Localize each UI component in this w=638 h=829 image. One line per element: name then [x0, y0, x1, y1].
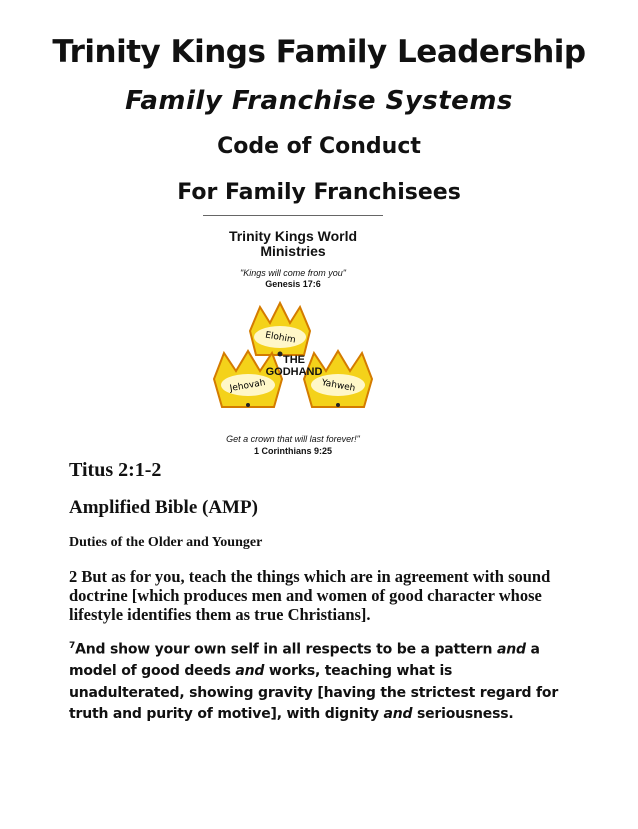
page-title: Trinity Kings Family Leadership	[52, 34, 586, 70]
subtitle: Family Franchise Systems	[125, 86, 513, 116]
subheading: For Family Franchisees	[177, 180, 461, 205]
godhand-line2: GODHAND	[265, 366, 323, 378]
flyer-quote: "Kings will come from you"	[240, 268, 346, 278]
verse-7-and2: and	[235, 663, 265, 680]
godhand-line1: THE	[283, 354, 305, 366]
flyer-quote-ref: Genesis 17:6	[265, 279, 321, 289]
ministry-flyer	[203, 215, 383, 465]
flyer-divider	[203, 215, 383, 216]
crown-left-icon	[214, 351, 282, 407]
flyer-org-line2: Ministries	[260, 243, 326, 259]
verse-7-part1: And show your own self in all respects to be a pattern	[75, 641, 497, 658]
crown-right-label: Yahweh	[320, 378, 357, 394]
crown-right-icon	[304, 351, 372, 407]
verse-7	[69, 636, 569, 726]
crown-left-label: Jehovah	[229, 377, 267, 395]
heading: Code of Conduct	[217, 134, 421, 159]
crown-top-label: Elohim	[264, 330, 297, 346]
flyer-crown-ref: 1 Corinthians 9:25	[253, 446, 333, 456]
bible-version: Amplified Bible (AMP)	[69, 497, 258, 518]
verse-2: 2 But as for you, teach the things which are in agreement with sound doctrine [which produces men and women of good character whose lifestyle identifies them as true Christians].	[69, 567, 551, 624]
verse-7-and1: and	[496, 641, 526, 658]
flyer-org-line1: Trinity Kings World	[228, 228, 358, 244]
verse-7-part4: seriousness.	[412, 706, 514, 723]
flyer-org-name	[203, 229, 383, 259]
flyer-crown-quote: Get a crown that will last forever!"	[226, 434, 360, 444]
verse-7-number: 7	[69, 641, 76, 651]
verse-7-part3: works, teaching what is unadulterated, showing gravity [having the strictest regard for truth and purity of motive], with dignity	[69, 663, 559, 723]
verse-7-part2: a model of good deeds	[69, 641, 540, 680]
scripture-reference: Titus 2:1-2	[69, 459, 162, 481]
crown-top-icon	[250, 303, 310, 357]
section-heading: Duties of the Older and Younger	[69, 535, 263, 550]
crowns-illustration	[208, 297, 378, 425]
verse-7-and3: and	[383, 706, 413, 723]
